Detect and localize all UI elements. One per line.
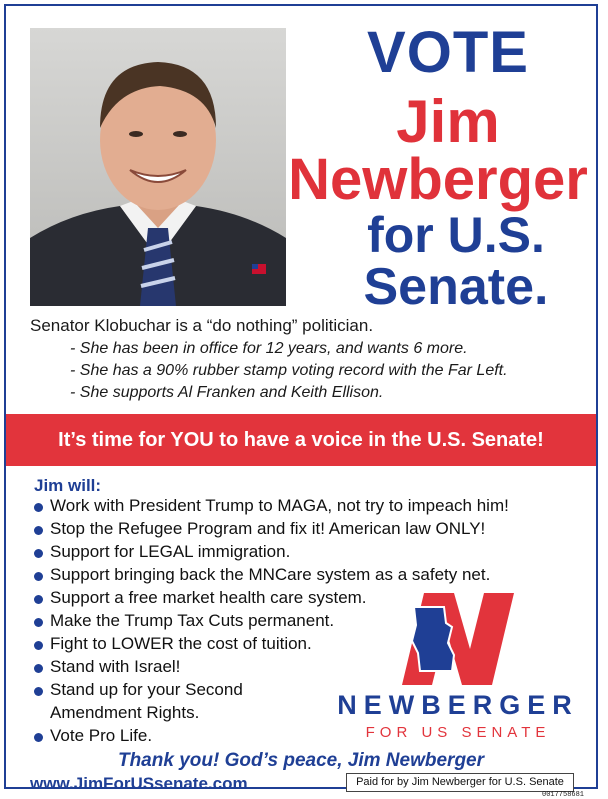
- list-item: Stand up for your Second Amendment Rights.: [34, 678, 594, 724]
- headline-office: Senate.: [363, 258, 549, 316]
- list-item: Work with President Trump to MAGA, not try to impeach him!: [34, 494, 594, 517]
- intro-section: [30, 316, 590, 406]
- paid-for-disclaimer: Paid for by Jim Newberger for U.S. Senate: [346, 773, 574, 792]
- bullet-icon: [34, 503, 43, 512]
- campaign-ad: [4, 4, 598, 799]
- bullet-icon: [34, 733, 43, 742]
- brand-name: NEWBERGER: [337, 690, 579, 720]
- list-item: Stand with Israel!: [34, 655, 594, 678]
- headline-last-name: Newberger: [288, 147, 588, 212]
- intro-point: - She has been in office for 12 years, and wants 6 more.: [70, 340, 468, 357]
- headline-first-name: Jim: [396, 88, 500, 155]
- intro-lead: Senator Klobuchar is a “do nothing” politician.: [30, 316, 374, 335]
- bullet-icon: [34, 595, 43, 604]
- bullet-icon: [34, 618, 43, 627]
- bullet-icon: [34, 664, 43, 673]
- ad-code: 0017758681: [542, 791, 585, 799]
- bullet-icon: [34, 572, 43, 581]
- headline-vote: VOTE: [367, 20, 529, 85]
- intro-point: - She supports Al Franken and Keith Ellison.: [70, 384, 384, 401]
- newberger-n-logo-icon: [384, 593, 524, 685]
- bullet-icon: [34, 687, 43, 696]
- bullet-icon: [34, 641, 43, 650]
- list-item: Support a free market health care system.: [34, 586, 594, 609]
- website-link[interactable]: www.JimForUSsenate.com: [30, 774, 248, 793]
- list-item: Fight to LOWER the cost of tuition.: [34, 632, 594, 655]
- pledges-title: Jim will:: [34, 476, 102, 495]
- brand-subtitle: FOR US SENATE: [365, 724, 551, 741]
- thank-you-message: Thank you! God’s peace, Jim Newberger: [117, 750, 485, 771]
- list-item: Support for LEGAL immigration.: [34, 540, 594, 563]
- voice-banner: It’s time for YOU to have a voice in the U.S. Senate!: [6, 414, 596, 466]
- intro-point: - She has a 90% rubber stamp voting record with the Far Left.: [70, 362, 508, 379]
- bullet-icon: [34, 526, 43, 535]
- list-item: Support bringing back the MNCare system as a safety net.: [34, 563, 594, 586]
- candidate-photo: [30, 28, 286, 306]
- list-item: Vote Pro Life.: [34, 724, 594, 747]
- list-item: Stop the Refugee Program and fix it! American law ONLY!: [34, 517, 594, 540]
- bullet-icon: [34, 549, 43, 558]
- list-item: Make the Trump Tax Cuts permanent.: [34, 609, 594, 632]
- headline-for: for U.S.: [367, 207, 545, 263]
